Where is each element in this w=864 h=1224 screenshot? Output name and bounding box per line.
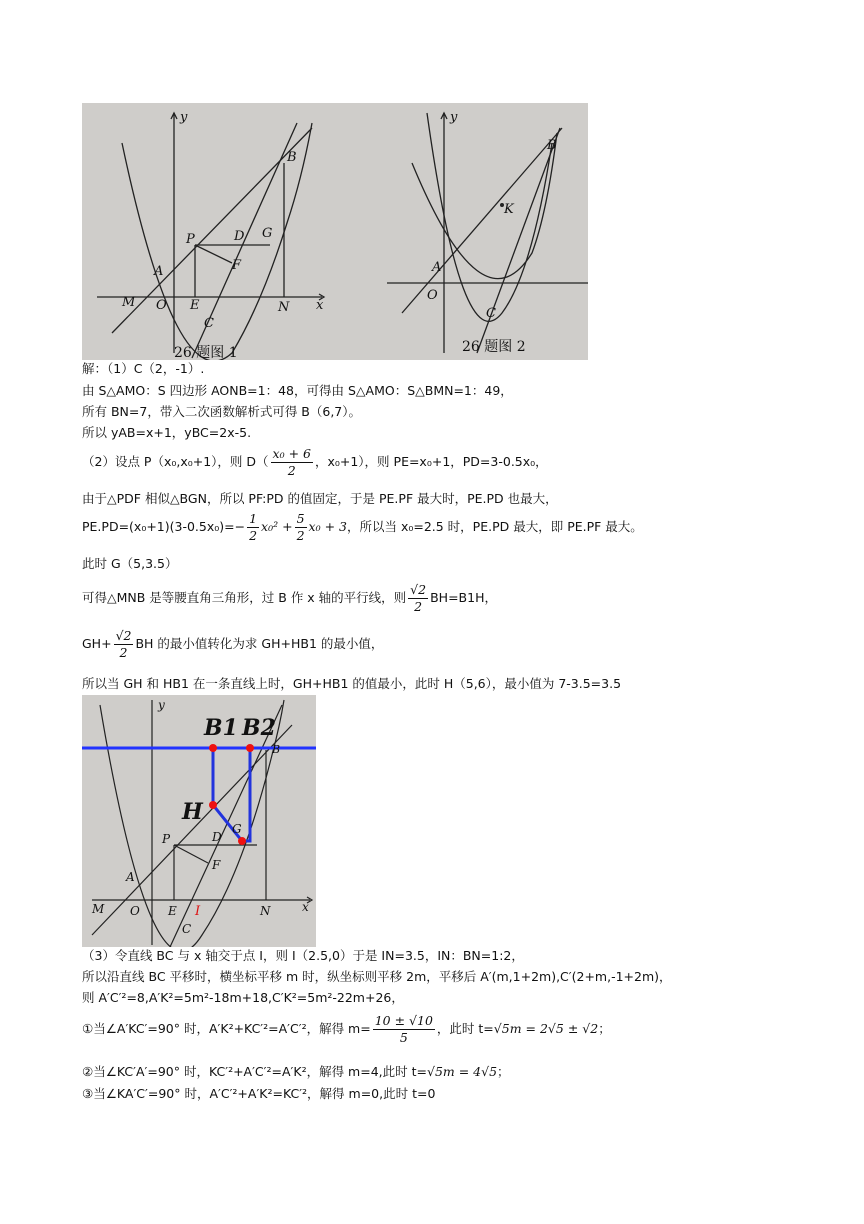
line9-part-a: 可得△MNB 是等腰直角三角形，过 B 作 x 轴的平行线，则 [82,590,407,605]
solution-line-2: 由 S△AMO：S 四边形 AONB=1：48，可得由 S△AMO：S△BMN=1：49， [82,383,513,398]
solution-line-14: 则 A′C′²=8,A′K²=5m²-18m+18,C′K²=5m²-22m+26， [82,990,404,1005]
fig3-label-b1: B1 [204,715,238,741]
fraction-sqrt2-over-2 [408,582,428,615]
fig1-label-m: M [122,295,136,310]
fig3-label-b: B [272,743,281,756]
solution-line-1: 解：（1）C（2，-1）. [82,361,205,376]
fig1-label-g: G [262,226,273,241]
solution-line-12: （3）令直线 BC 与 x 轴交于点 I，则 I（2.5,0）于是 IN=3.5，IN：BN=1:2， [82,948,524,963]
fig3-label-h: H [182,799,203,825]
fig3-label-d: D [212,830,222,844]
solution-line-16 [82,1063,510,1081]
fig3-label-e: E [168,904,177,918]
solution-line-17: ③当∠KA′C′=90° 时，A′C′²+A′K²=KC′²，解得 m=0,此时 t=0 [82,1086,436,1101]
fraction-denominator: 2 [249,528,258,543]
fig3-label-g: G [232,822,242,836]
fig1-label-b: B [287,150,297,165]
solution-line-9 [82,582,497,615]
fig1-label-e: E [190,298,200,313]
solution-line-8: 此时 G（5,3.5） [82,556,178,571]
line7-part-b: ，所以当 x₀=2.5 时，PE.PD 最大，即 PE.PF 最大。 [346,519,643,534]
fig2-label-a: A [432,260,442,275]
fig3-label-y: y [158,698,165,712]
solution-line-7 [82,511,643,544]
line7-term-1: x₀² + [261,519,293,534]
fig2-label-b: B [547,138,557,153]
fraction-1-over-2 [247,511,259,544]
fraction-numerator: 10 ± √10 [374,1013,433,1028]
solution-line-4: 所以 yAB=x+1，yBC=2x-5. [82,425,252,440]
line15-part-b: ，此时 t= [436,1021,494,1036]
line16-t-expression: √5m = 4√5 [426,1064,498,1079]
solution-line-5 [82,446,548,479]
fraction-5-over-2 [295,511,307,544]
fig1-caption: 26 题图 1 [174,345,238,360]
solution-line-6: 由于△PDF 相似△BGN，所以 PF:PD 的值固定，于是 PE.PF 最大时，PE.PD 也最大， [82,491,558,506]
solution-line-11: 所以当 GH 和 HB1 在一条直线上时，GH+HB1 的值最小，此时 H（5,6），最小值为 7-3.5=3.5 [82,676,622,691]
fig3-label-b2: B2 [242,715,276,741]
fig2-label-o: O [427,288,438,303]
line5-part-a: （2）设点 P（x₀,x₀+1），则 D（ [82,454,269,469]
fig3-label-n: N [260,904,271,918]
fig3-label-x: x [302,900,309,914]
fig1-label-n: N [278,300,290,315]
line16-part-a: ②当∠KC′A′=90° 时，KC′²+A′C′²=A′K²，解得 m=4,此时 t= [82,1064,427,1079]
fig1-label-a: A [154,264,164,279]
fig3-label-m: M [92,902,105,916]
solution-line-15 [82,1013,611,1046]
line15-part-c: ； [598,1021,611,1036]
fraction-numerator: √2 [410,582,427,597]
fig3-label-p: P [162,832,171,846]
fraction-denominator: 5 [399,1030,408,1045]
line7-term-2: x₀ + 3 [308,519,347,534]
fig2-label-y: y [450,110,458,125]
fig1-label-c: C [204,316,214,331]
fraction-denominator: 2 [414,599,423,614]
figure-26-1 [82,103,588,360]
fraction-numerator: 5 [296,511,305,526]
figure-annotated [82,695,316,947]
fig2-label-c: C [486,306,496,321]
fig1-label-y: y [180,110,188,125]
fig3-label-f: F [212,858,221,872]
fraction-numerator: x₀ + 6 [272,446,311,461]
line9-part-b: BH=B1H， [430,590,497,605]
line7-part-a: PE.PD=(x₀+1)(3-0.5x₀)=− [82,519,246,534]
solution-line-10 [82,628,383,661]
solution-line-3: 所有 BN=7，带入二次函数解析式可得 B（6,7）。 [82,404,362,419]
line5-part-b: ，x₀+1），则 PE=x₀+1，PD=3-0.5x₀， [314,454,548,469]
fraction-numerator: 1 [249,511,258,526]
fig1-label-f: F [232,258,242,273]
fraction-denominator: 2 [296,528,305,543]
line10-part-a: GH+ [82,636,112,651]
line15-part-a: ①当∠A′KC′=90° 时，A′K²+KC′²=A′C′²，解得 m= [82,1021,371,1036]
fig1-label-o: O [156,298,167,313]
fig2-caption: 26 题图 2 [462,339,526,355]
fig3-label-o: O [130,904,140,918]
fraction-denominator: 2 [287,463,296,478]
fraction-sqrt2-over-2 [114,628,134,661]
fig3-label-i: I [195,904,201,919]
fig3-label-c: C [182,922,192,936]
fig3-label-a: A [126,870,135,884]
fig1-label-d: D [234,229,245,244]
line15-t-expression: √5m = 2√5 ± √2 [493,1021,599,1036]
fraction-x0-plus-6-over-2 [271,446,313,479]
solution-line-13: 所以沿直线 BC 平移时，横坐标平移 m 时，纵坐标则平移 2m，平移后 A′(m,1+2m),C′(2+m,-1+2m)， [82,969,672,984]
line16-part-b: ； [497,1064,510,1079]
fig1-label-x: x [316,298,324,313]
fig1-label-p: P [186,232,195,247]
line10-part-b: BH 的最小值转化为求 GH+HB1 的最小值， [135,636,384,651]
fraction-numerator: √2 [115,628,132,643]
fraction-denominator: 2 [119,645,128,660]
fig2-label-k: K [504,202,514,217]
fraction-m-solution [373,1013,435,1046]
